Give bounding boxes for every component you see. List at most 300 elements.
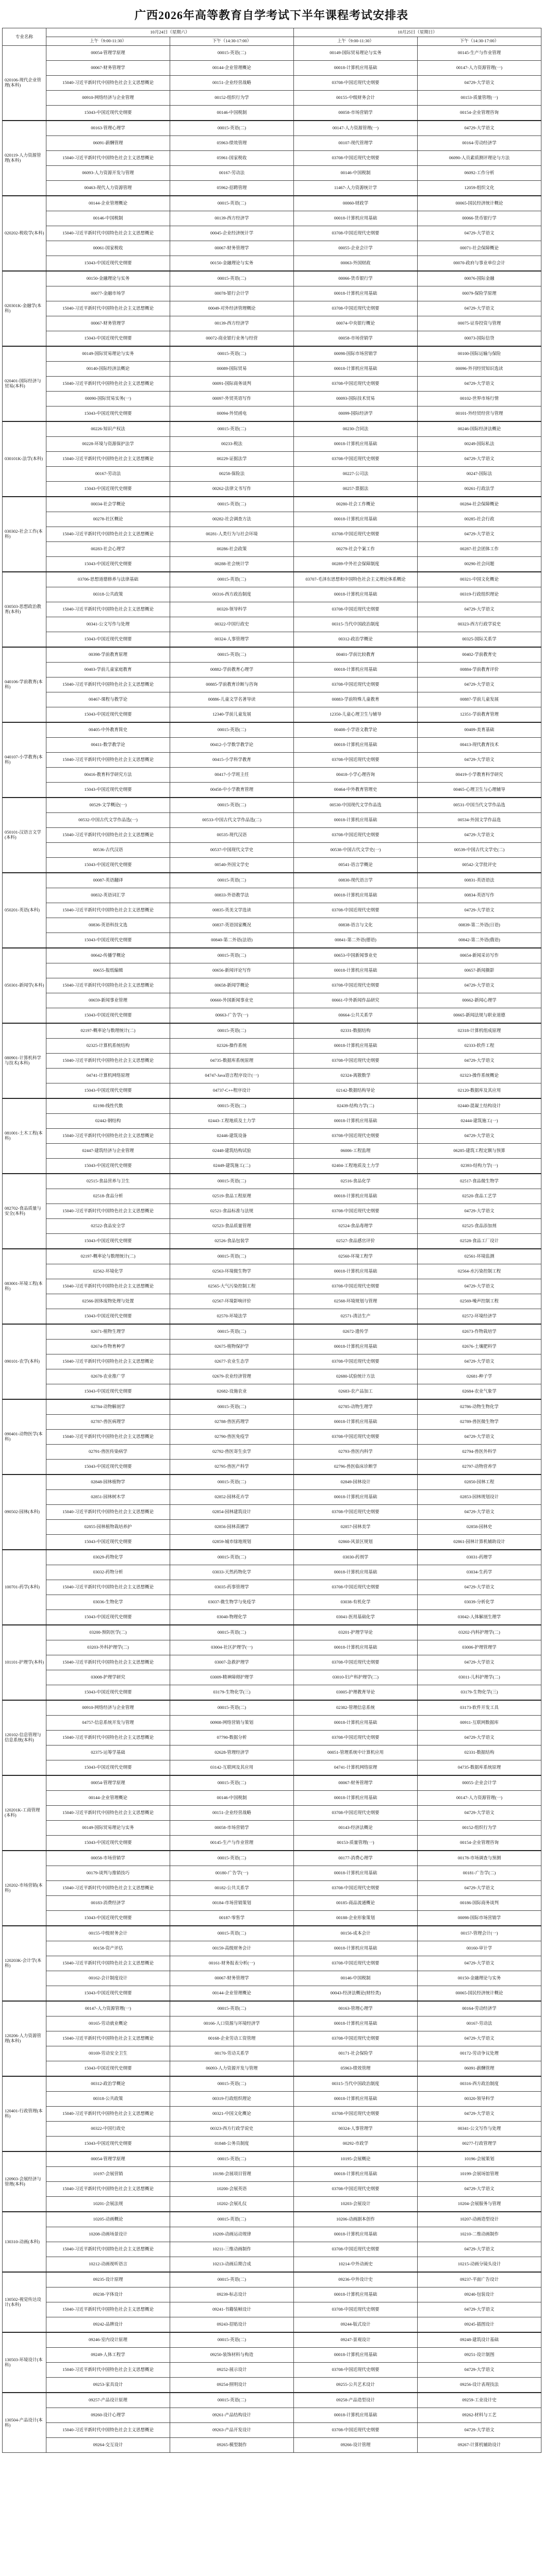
course-cell: 03034-生药学 bbox=[418, 1565, 541, 1580]
course-cell: 04729-大学语文 bbox=[418, 903, 541, 918]
table-row bbox=[3, 2212, 541, 2227]
course-cell: 15043-中国近现代史纲要 bbox=[46, 783, 170, 798]
table-row bbox=[3, 2107, 541, 2122]
course-cell: 00184-市场营销策划 bbox=[170, 1896, 294, 1911]
course-cell: 02853-园林规划设计 bbox=[418, 1490, 541, 1505]
course-cell: 03173-软件开发工具 bbox=[418, 1700, 541, 1716]
table-row bbox=[3, 798, 541, 813]
course-cell: 02318-计算机组成原理 bbox=[418, 1023, 541, 1039]
course-cell: 00018-计算机应用基础 bbox=[294, 1791, 418, 1806]
course-cell: 00099-国际经济学 bbox=[294, 406, 418, 422]
course-cell: 02393-结构力学(一) bbox=[418, 1159, 541, 1174]
table-row bbox=[3, 136, 541, 151]
table-row bbox=[3, 963, 541, 978]
table-row bbox=[3, 843, 541, 858]
table-row bbox=[3, 482, 541, 497]
course-cell: 00063-外国财政 bbox=[294, 256, 418, 272]
course-cell: 00655-报纸编辑 bbox=[46, 963, 170, 978]
course-cell: 00018-计算机应用基础 bbox=[294, 2408, 418, 2423]
course-cell: 07790-数据分析 bbox=[170, 1731, 294, 1745]
course-cell: 00147-人力资源管理(一) bbox=[294, 121, 418, 136]
course-cell: 00018-计算机应用基础 bbox=[294, 61, 418, 76]
table-row bbox=[3, 497, 541, 512]
course-cell: 15040-习近平新时代中国特色社会主义思想概论 bbox=[46, 1279, 170, 1294]
course-cell: 02528-食品工厂设计 bbox=[418, 1234, 541, 1249]
course-cell: 03040-物理化学 bbox=[170, 1610, 294, 1625]
table-row bbox=[3, 1836, 541, 1851]
table-row bbox=[3, 1550, 541, 1565]
course-cell: 00146-中国税制 bbox=[294, 166, 418, 181]
course-cell: 10205-动画概论 bbox=[46, 2212, 170, 2227]
course-cell: 10209-动画运动规律 bbox=[170, 2227, 294, 2242]
course-cell: 15043-中国近现代史纲要 bbox=[46, 1685, 170, 1701]
course-cell: 00542-文学批评史 bbox=[418, 858, 541, 873]
course-cell: 02676-土壤肥料学 bbox=[418, 1340, 541, 1354]
course-cell: 00258-保险法 bbox=[170, 467, 294, 482]
course-cell: 02678-农业推广学 bbox=[46, 1369, 170, 1384]
course-cell: 09253-家具设计 bbox=[46, 2378, 170, 2393]
course-cell: 02333-软件工程 bbox=[418, 1039, 541, 1054]
course-cell: 00233-税法 bbox=[170, 437, 294, 452]
table-row bbox=[3, 1866, 541, 1881]
course-cell: 04741-计算机网络原理 bbox=[46, 1069, 170, 1083]
course-cell: 00325-国际关系学 bbox=[418, 632, 541, 648]
table-row bbox=[3, 2016, 541, 2031]
course-cell: 02684-农业气象学 bbox=[418, 1384, 541, 1400]
course-cell: 02375-运筹学基础 bbox=[46, 1745, 170, 1760]
course-cell: 10197-会展营销 bbox=[46, 2167, 170, 2182]
course-cell: 03202-内科护理学(二) bbox=[418, 1625, 541, 1640]
course-cell: 00146-中国税制 bbox=[170, 1791, 294, 1806]
course-cell: 15040-习近平新时代中国特色社会主义思想概论 bbox=[46, 151, 170, 166]
course-cell: 00463-现代人力资源管理 bbox=[46, 181, 170, 196]
course-cell: 00155-中级财务会计 bbox=[46, 1926, 170, 1941]
table-row bbox=[3, 1685, 541, 1701]
course-cell: 00181-广告学(二) bbox=[418, 1866, 541, 1881]
course-cell: 06093-人力资源开发与管理 bbox=[46, 166, 170, 181]
course-cell: 00150-金融理论与实务 bbox=[418, 1971, 541, 1986]
course-cell: 15043-中国近现代史纲要 bbox=[46, 1083, 170, 1099]
table-row bbox=[3, 1851, 541, 1866]
course-cell: 09240-包装设计 bbox=[418, 2287, 541, 2302]
course-cell: 00055-企业会计学 bbox=[294, 241, 418, 256]
table-row bbox=[3, 121, 541, 136]
course-cell: 03010-妇产科护理学(二) bbox=[294, 1670, 418, 1685]
course-cell: 00158-资产评估 bbox=[46, 1941, 170, 1956]
course-cell: 02520-食品工艺学 bbox=[418, 1189, 541, 1204]
course-cell: 11467-人力资源统计学 bbox=[294, 181, 418, 196]
course-cell: 15043-中国近现代史纲要 bbox=[46, 858, 170, 873]
course-cell: 02789-兽医微生物学 bbox=[418, 1415, 541, 1430]
course-cell: 00418-小学心理咨询 bbox=[294, 768, 418, 783]
course-cell: 00154-企业管理咨询 bbox=[418, 106, 541, 121]
course-cell: 03708-中国近现代史纲要 bbox=[294, 377, 418, 392]
course-cell: 00054-管理学原理 bbox=[46, 2151, 170, 2167]
course-cell: 04729-大学语文 bbox=[418, 121, 541, 136]
table-row bbox=[3, 753, 541, 768]
table-row bbox=[3, 527, 541, 542]
course-cell: 09245-插图设计 bbox=[418, 2317, 541, 2333]
course-cell: 04741-计算机网络原理 bbox=[294, 1760, 418, 1776]
table-row bbox=[3, 2393, 541, 2408]
course-cell: 02572-环境经济学 bbox=[418, 1309, 541, 1325]
table-row bbox=[3, 2348, 541, 2363]
course-cell: 15043-中国近现代史纲要 bbox=[46, 1760, 170, 1776]
course-cell: 03011-儿科护理学(二) bbox=[418, 1670, 541, 1685]
course-cell: 00531-中国当代文学作品选 bbox=[418, 798, 541, 813]
major-name: 130503-环境设计(本科) bbox=[3, 2332, 46, 2393]
course-cell: 00409-美育基础 bbox=[418, 722, 541, 738]
course-cell: 02440-混凝土结构设计 bbox=[418, 1098, 541, 1114]
table-row bbox=[3, 2076, 541, 2092]
course-cell: 00018-计算机应用基础 bbox=[294, 1340, 418, 1354]
course-cell: 15040-习近平新时代中国特色社会主义思想概论 bbox=[46, 1881, 170, 1896]
course-cell: 15043-中国近现代史纲要 bbox=[46, 1384, 170, 1400]
course-cell: 02854-园林建筑设计 bbox=[170, 1505, 294, 1520]
course-cell: 09236-中外设计史 bbox=[294, 2272, 418, 2287]
major-name: 050301-新闻学(本科) bbox=[3, 948, 46, 1023]
course-cell: 04737-C++程序设计 bbox=[170, 1083, 294, 1099]
course-cell: 03708-中国近现代史纲要 bbox=[294, 301, 418, 316]
major-name: 120903-会展经济与管理(本科) bbox=[3, 2151, 46, 2212]
course-cell: 02793-兽医内科学 bbox=[294, 1445, 418, 1460]
course-cell: 04729-大学语文 bbox=[418, 527, 541, 542]
table-row bbox=[3, 1565, 541, 1580]
course-cell: 00839-第二外语(日语) bbox=[418, 918, 541, 933]
course-cell: 09257-产品设计原理 bbox=[46, 2393, 170, 2408]
course-cell: 15040-习近平新时代中国特色社会主义思想概论 bbox=[46, 753, 170, 768]
course-cell: 00533-中国古代文学作品选(二) bbox=[170, 813, 294, 828]
course-cell: 00018-计算机应用基础 bbox=[294, 663, 418, 677]
table-row bbox=[3, 557, 541, 572]
course-cell: 15040-习近平新时代中国特色社会主义思想概论 bbox=[46, 1580, 170, 1595]
table-row bbox=[3, 1430, 541, 1445]
major-name: 120203K-会计学(本科) bbox=[3, 1926, 46, 2001]
course-cell: 09267-计算机辅助设计 bbox=[418, 2438, 541, 2453]
course-cell: 00147-人力资源管理(一) bbox=[418, 1791, 541, 1806]
course-cell: 00288-社会统计学 bbox=[170, 557, 294, 572]
major-name: 020106-现代企业管理(本科) bbox=[3, 46, 46, 121]
course-cell: 03142-互联网及其应用 bbox=[170, 1760, 294, 1776]
table-row bbox=[3, 873, 541, 888]
course-cell: 00055-企业会计学 bbox=[418, 1775, 541, 1791]
table-row bbox=[3, 1008, 541, 1024]
course-cell: 02515-食品营养与卫生 bbox=[46, 1174, 170, 1189]
course-cell: 00153-质量管理(一) bbox=[294, 1836, 418, 1851]
course-cell: 00911-互联网数据库 bbox=[418, 1716, 541, 1731]
course-cell: 03708-中国近现代史纲要 bbox=[294, 2363, 418, 2378]
course-cell: 00413-现代教育技术 bbox=[418, 738, 541, 753]
course-cell: 02797-动物营养学 bbox=[418, 1460, 541, 1475]
course-cell: 00403-学前儿童家庭教育 bbox=[46, 663, 170, 677]
course-cell: 00541-语言学概论 bbox=[294, 858, 418, 873]
course-cell: 15043-中国近现代史纲要 bbox=[46, 2137, 170, 2152]
course-cell: 03007-急救护理学 bbox=[170, 1655, 294, 1670]
course-cell: 00154-企业管理咨询 bbox=[418, 1836, 541, 1851]
course-cell: 00015-英语(二) bbox=[170, 2332, 294, 2348]
course-cell: 00164-劳动经济学 bbox=[418, 2001, 541, 2016]
course-cell: 00015-英语(二) bbox=[170, 948, 294, 963]
course-cell: 00228-环境与资源保护法学 bbox=[46, 437, 170, 452]
major-name: 130310-动画(本科) bbox=[3, 2212, 46, 2272]
table-row bbox=[3, 1475, 541, 1490]
course-cell: 00100-国际运输与保险 bbox=[418, 346, 541, 362]
course-cell: 02796-兽医临床诊断学 bbox=[294, 1460, 418, 1475]
course-cell: 12059-组织文化 bbox=[418, 181, 541, 196]
course-cell: 00087-英语翻译 bbox=[46, 873, 170, 888]
table-row bbox=[3, 2242, 541, 2257]
course-cell: 00015-英语(二) bbox=[170, 1550, 294, 1565]
course-cell: 02848-园林植物学 bbox=[46, 1475, 170, 1490]
course-cell: 00078-银行会计学 bbox=[170, 286, 294, 301]
table-row bbox=[3, 918, 541, 933]
course-cell: 00838-语言与文化 bbox=[294, 918, 418, 933]
course-cell: 00153-质量管理(一) bbox=[418, 91, 541, 106]
course-cell: 00321-中国文化概论 bbox=[170, 2107, 294, 2122]
table-row bbox=[3, 542, 541, 557]
course-cell: 03708-中国近现代史纲要 bbox=[294, 1430, 418, 1445]
course-cell: 00167-劳动法 bbox=[170, 166, 294, 181]
course-cell: 02794-兽医外科学 bbox=[418, 1445, 541, 1460]
course-cell: 00077-金融市场学 bbox=[46, 286, 170, 301]
course-cell: 00178-市场调查与预测 bbox=[418, 1851, 541, 1866]
table-row bbox=[3, 151, 541, 166]
course-cell: 03708-中国近现代史纲要 bbox=[294, 2302, 418, 2317]
course-cell: 02850-园林工程 bbox=[418, 1475, 541, 1490]
course-cell: 00018-计算机应用基础 bbox=[294, 2016, 418, 2031]
course-cell: 09239-标志设计 bbox=[170, 2287, 294, 2302]
table-row bbox=[3, 2378, 541, 2393]
course-cell: 15040-习近平新时代中国特色社会主义思想概论 bbox=[46, 527, 170, 542]
course-cell: 03708-中国近现代史纲要 bbox=[294, 1054, 418, 1069]
major-name: 101101-护理学(本科) bbox=[3, 1625, 46, 1700]
course-cell: 00284-社会保障概论 bbox=[418, 497, 541, 512]
course-cell: 15043-中国近现代史纲要 bbox=[46, 1535, 170, 1550]
course-cell: 00015-英语(二) bbox=[170, 1926, 294, 1941]
course-cell: 00018-计算机应用基础 bbox=[294, 1716, 418, 1731]
course-cell: 00412-小学数学教学论 bbox=[170, 738, 294, 753]
course-cell: 09251-设计制图 bbox=[418, 2348, 541, 2363]
course-cell: 03708-中国近现代史纲要 bbox=[294, 1129, 418, 1144]
course-cell: 03708-中国近现代史纲要 bbox=[294, 452, 418, 467]
course-cell: 03200-预防医学(二) bbox=[46, 1625, 170, 1640]
course-cell: 04729-大学语文 bbox=[418, 753, 541, 768]
table-row bbox=[3, 2122, 541, 2137]
course-cell: 00465-心理卫生与心理辅导 bbox=[418, 783, 541, 798]
course-cell: 10212-动画视听语言 bbox=[46, 2257, 170, 2273]
table-row bbox=[3, 783, 541, 798]
course-cell: 00054-管理学原理 bbox=[46, 1775, 170, 1791]
course-cell: 03708-中国近现代史纲要 bbox=[294, 1279, 418, 1294]
major-name: 080901-计算机科学与技术(本科) bbox=[3, 1023, 46, 1098]
table-row bbox=[3, 1881, 541, 1896]
course-cell: 15040-习近平新时代中国特色社会主义思想概论 bbox=[46, 2031, 170, 2046]
course-cell: 15040-习近平新时代中国特色社会主义思想概论 bbox=[46, 978, 170, 993]
table-row bbox=[3, 617, 541, 632]
course-cell: 00832-英语词汇学 bbox=[46, 888, 170, 903]
course-cell: 04729-大学语文 bbox=[418, 2031, 541, 2046]
header-day1-pm: 下午（14:30-17:00） bbox=[170, 37, 294, 46]
course-cell: 02673-作物栽培学 bbox=[418, 1324, 541, 1340]
course-cell: 03708-中国近现代史纲要 bbox=[294, 1956, 418, 1971]
course-cell: 04735-数据库系统原理 bbox=[418, 1760, 541, 1776]
course-cell: 02523-食品质量管理 bbox=[170, 1219, 294, 1234]
course-cell: 00187-零售学 bbox=[170, 1911, 294, 1926]
course-cell: 04729-大学语文 bbox=[418, 978, 541, 993]
course-cell: 00146-中国税制 bbox=[170, 106, 294, 121]
table-row bbox=[3, 1189, 541, 1204]
course-cell: 00292-市政学 bbox=[294, 2137, 418, 2152]
course-cell: 02860-风景区规划 bbox=[294, 1535, 418, 1550]
table-row bbox=[3, 2137, 541, 2152]
course-cell: 02628-管理经济学 bbox=[170, 1745, 294, 1760]
major-name: 120206-人力资源管理(本科) bbox=[3, 2001, 46, 2076]
course-cell: 00018-计算机应用基础 bbox=[294, 1264, 418, 1279]
course-cell: 00015-英语(二) bbox=[170, 46, 294, 61]
course-cell: 00151-企业经营战略 bbox=[170, 76, 294, 91]
course-cell: 02560-环境工程学 bbox=[294, 1249, 418, 1264]
course-cell: 00146-中国税制 bbox=[294, 1971, 418, 1986]
course-cell: 03037-微生物学与免疫学 bbox=[170, 1595, 294, 1610]
course-cell: 00402-学前教育史 bbox=[418, 647, 541, 663]
course-cell: 09260-设计心理学 bbox=[46, 2408, 170, 2423]
course-cell: 00166-人口资源与环境经济学 bbox=[170, 2016, 294, 2031]
table-row bbox=[3, 437, 541, 452]
table-row bbox=[3, 1354, 541, 1369]
course-cell: 02786-动物生物化学 bbox=[418, 1399, 541, 1415]
table-row bbox=[3, 888, 541, 903]
course-cell: 03708-中国近现代史纲要 bbox=[294, 1204, 418, 1219]
course-cell: 01848-公务员制度 bbox=[170, 2137, 294, 2152]
table-row bbox=[3, 1911, 541, 1926]
course-cell: 02517-食品微生物学 bbox=[418, 1174, 541, 1189]
table-row bbox=[3, 181, 541, 196]
table-row bbox=[3, 1039, 541, 1054]
table-row bbox=[3, 1986, 541, 2002]
header-day2: 10月25日（星期日） bbox=[294, 28, 541, 37]
table-row bbox=[3, 2332, 541, 2348]
table-row bbox=[3, 1054, 541, 1069]
course-cell: 02861-园林计算机辅助设计 bbox=[418, 1535, 541, 1550]
course-cell: 00067-财务管理学 bbox=[294, 1775, 418, 1791]
table-row bbox=[3, 106, 541, 121]
course-cell: 00172-劳动争议处理 bbox=[418, 2046, 541, 2061]
course-cell: 03036-生物化学 bbox=[46, 1595, 170, 1610]
course-cell: 02516-食品化学 bbox=[294, 1174, 418, 1189]
header-row-dates bbox=[3, 28, 541, 37]
table-row bbox=[3, 61, 541, 76]
course-cell: 04729-大学语文 bbox=[418, 1881, 541, 1896]
course-cell: 15043-中国近现代史纲要 bbox=[46, 1159, 170, 1174]
course-cell: 00840-第二外语(法语) bbox=[170, 933, 294, 948]
course-cell: 02442-钢结构 bbox=[46, 1114, 170, 1129]
course-cell: 15040-习近平新时代中国特色社会主义思想概论 bbox=[46, 1655, 170, 1670]
major-name: 030101K-法学(本科) bbox=[3, 421, 46, 497]
course-cell: 05963-绩效管理 bbox=[294, 2061, 418, 2077]
course-cell: 00280-社会工作概论 bbox=[294, 497, 418, 512]
course-cell: 02404-工程地质及土力学 bbox=[294, 1159, 418, 1174]
course-cell: 00341-公文写作与处理 bbox=[418, 2122, 541, 2137]
course-cell: 00656-新闻评论写作 bbox=[170, 963, 294, 978]
major-name: 040107-小学教育(本科) bbox=[3, 722, 46, 798]
course-cell: 10195-会展概论 bbox=[294, 2151, 418, 2167]
course-cell: 00663-广告学(一) bbox=[170, 1008, 294, 1024]
course-cell: 04729-大学语文 bbox=[418, 452, 541, 467]
course-cell: 00015-英语(二) bbox=[170, 1023, 294, 1039]
course-cell: 00908-网络营销与策划 bbox=[170, 1716, 294, 1731]
course-cell: 02784-动物解剖学 bbox=[46, 1399, 170, 1415]
course-cell: 00144-企业管理概论 bbox=[170, 61, 294, 76]
table-row bbox=[3, 768, 541, 783]
course-cell: 04729-大学语文 bbox=[418, 1956, 541, 1971]
course-cell: 15040-习近平新时代中国特色社会主义思想概论 bbox=[46, 1129, 170, 1144]
table-row bbox=[3, 2363, 541, 2378]
course-cell: 00018-计算机应用基础 bbox=[294, 512, 418, 527]
course-cell: 03006-护理管理学 bbox=[418, 1640, 541, 1655]
course-cell: 09264-交互设计 bbox=[46, 2438, 170, 2453]
table-row bbox=[3, 587, 541, 602]
major-name: 120401-行政管理(本科) bbox=[3, 2076, 46, 2151]
table-row bbox=[3, 1745, 541, 1760]
course-cell: 00249-国际私法 bbox=[418, 437, 541, 452]
course-cell: 02674-作物育种学 bbox=[46, 1340, 170, 1354]
course-cell: 04729-大学语文 bbox=[418, 2302, 541, 2317]
course-cell: 02331-数据结构 bbox=[294, 1023, 418, 1039]
course-cell: 10196-会展策划 bbox=[418, 2151, 541, 2167]
course-cell: 02323-操作系统概论 bbox=[418, 1069, 541, 1083]
table-row bbox=[3, 1098, 541, 1114]
course-cell: 00180-广告学(一) bbox=[170, 1866, 294, 1881]
course-cell: 10211-三维动画制作 bbox=[170, 2242, 294, 2257]
course-cell: 00316-西方政治制度 bbox=[170, 587, 294, 602]
course-cell: 04729-大学语文 bbox=[418, 226, 541, 241]
course-cell: 06091-薪酬管理 bbox=[46, 136, 170, 151]
course-cell: 00090-国际贸易实务(一) bbox=[46, 392, 170, 406]
course-cell: 00149-国际贸易理论与实务 bbox=[46, 346, 170, 362]
table-row bbox=[3, 1971, 541, 1986]
course-cell: 00043-经济法概论(财经类) bbox=[294, 1986, 418, 2002]
course-cell: 03179-生物化学(三) bbox=[418, 1685, 541, 1701]
table-row bbox=[3, 467, 541, 482]
course-cell: 03708-中国近现代史纲要 bbox=[294, 828, 418, 843]
course-cell: 00830-现代语言学 bbox=[294, 873, 418, 888]
course-cell: 15043-中国近现代史纲要 bbox=[46, 1610, 170, 1625]
course-cell: 02671-植物生理学 bbox=[46, 1324, 170, 1340]
course-cell: 03038-有机化学 bbox=[294, 1595, 418, 1610]
course-cell: 02522-食品安全学 bbox=[46, 1219, 170, 1234]
table-row bbox=[3, 2423, 541, 2438]
table-row bbox=[3, 1415, 541, 1430]
course-cell: 09256-设计表现技法 bbox=[418, 2378, 541, 2393]
course-cell: 00015-英语(二) bbox=[170, 1851, 294, 1866]
table-row bbox=[3, 2302, 541, 2317]
course-cell: 00067-财务管理学 bbox=[46, 61, 170, 76]
table-row bbox=[3, 211, 541, 226]
course-cell: 15040-习近平新时代中国特色社会主义思想概论 bbox=[46, 903, 170, 918]
major-name: 050101-汉语言文学(本科) bbox=[3, 798, 46, 873]
major-name: 020119-人力资源管理(本科) bbox=[3, 121, 46, 196]
course-cell: 00015-英语(二) bbox=[170, 2076, 294, 2092]
course-cell: 00162-会计制度设计 bbox=[46, 1971, 170, 1986]
course-cell: 00015-英语(二) bbox=[170, 873, 294, 888]
course-cell: 03179-生物化学(三) bbox=[170, 1685, 294, 1701]
course-cell: 00149-国际贸易理论与实务 bbox=[294, 46, 418, 61]
table-row bbox=[3, 196, 541, 211]
course-cell: 02331-数据结构 bbox=[418, 1745, 541, 1760]
course-cell: 00144-企业管理概论 bbox=[170, 1986, 294, 2002]
course-cell: 00018-计算机应用基础 bbox=[294, 1490, 418, 1505]
course-cell: 03708-中国近现代史纲要 bbox=[294, 527, 418, 542]
